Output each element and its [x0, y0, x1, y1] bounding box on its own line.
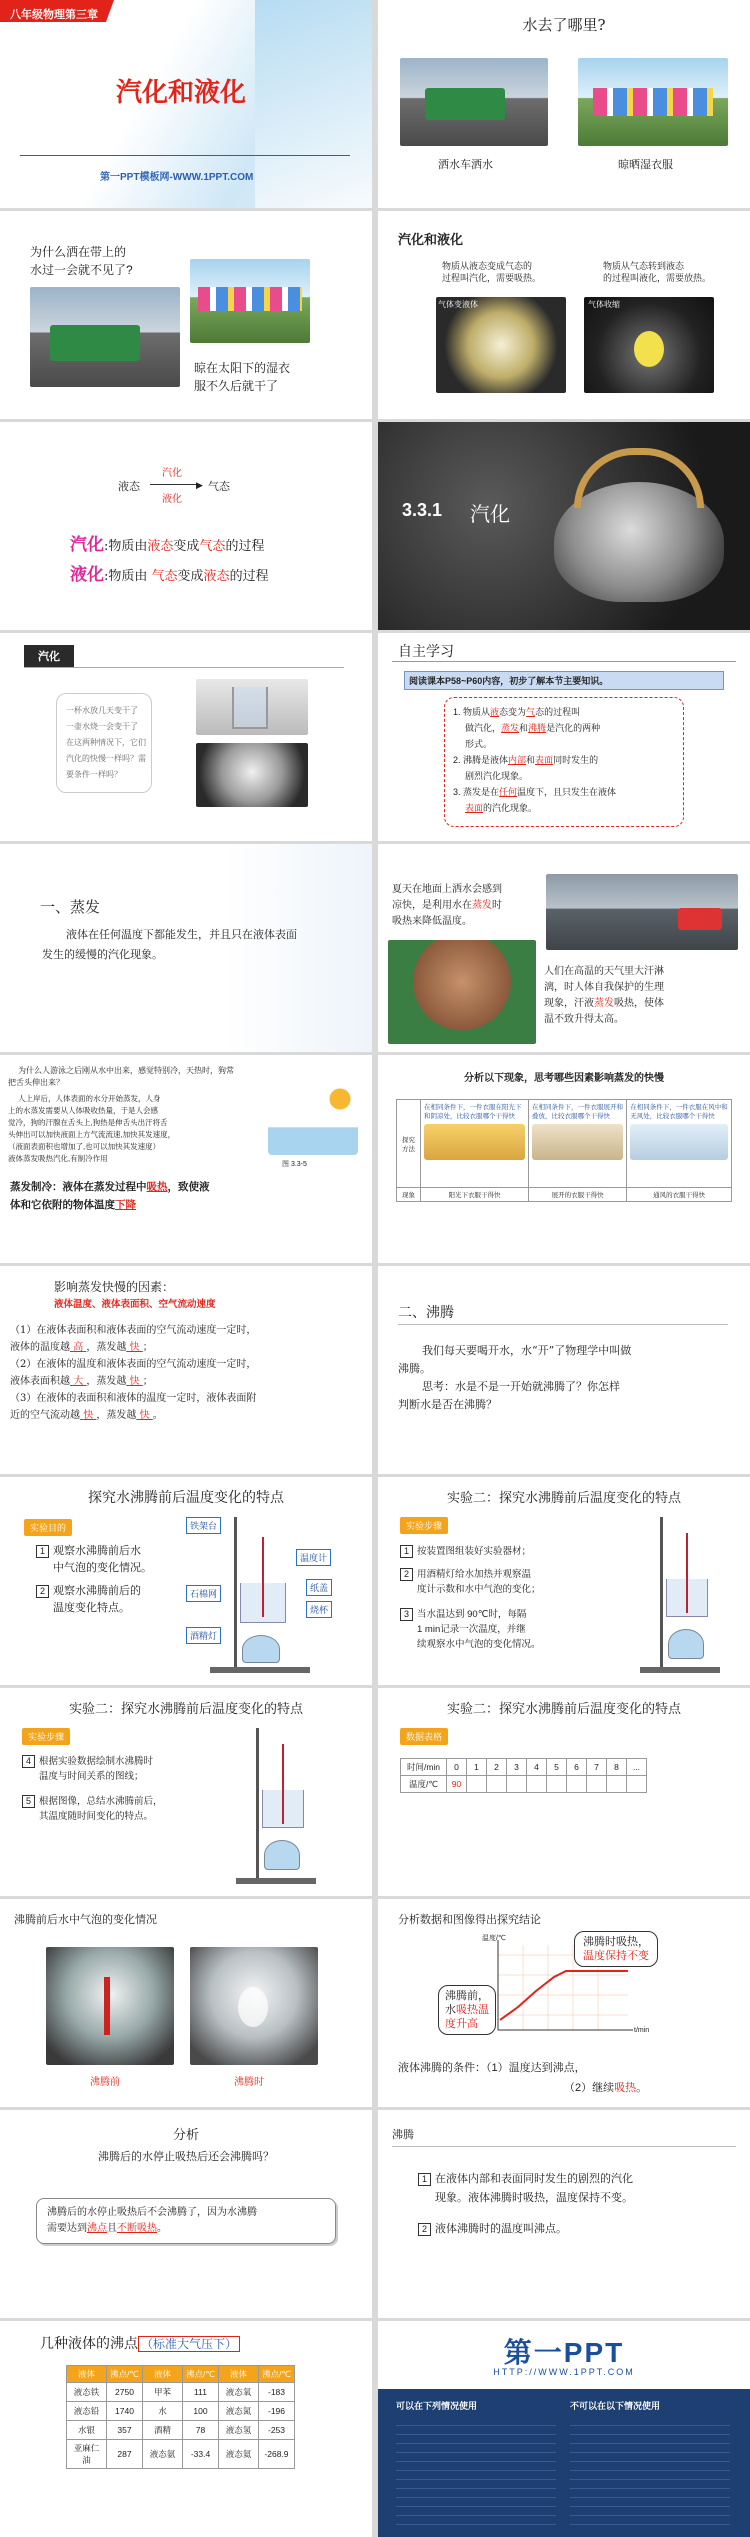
a-line-1: 晾在太阳下的湿衣: [194, 361, 291, 375]
time-cell: 7: [587, 1759, 607, 1776]
sw-l4: 温不致升得太高。: [544, 1014, 624, 1025]
time-cell: 8: [607, 1759, 627, 1776]
boiling-point-table: [66, 2365, 295, 2469]
boiling-glass-photo: [436, 297, 566, 393]
def-vaporize-1: 物质从液态变成气态的: [442, 261, 533, 271]
arrow-up-label: 汽化: [162, 468, 182, 479]
exp3-title: 实验二：探究水沸腾前后温度变化的特点: [68, 1702, 303, 1717]
callout-before: 沸腾前， 水吸热温 度升高: [438, 1985, 496, 2035]
before-caption: 沸腾前: [90, 2077, 120, 2088]
sun-icon: [424, 1124, 525, 1160]
slide-23-boiling-points[interactable]: [0, 2321, 372, 2537]
slide-4-title: 汽化和液化: [398, 233, 464, 248]
slide-18-data-table[interactable]: [378, 1688, 750, 1896]
ex-l2: 凉快，是利用水在蒸发时: [392, 900, 502, 911]
ex-l1: 夏天在地面上洒水会感到: [392, 884, 502, 895]
analysis-answer: 沸腾后的水停止吸热后不会沸腾了，因为水沸腾 需要达到沸点且不断吸热。: [36, 2198, 336, 2244]
bp-cell: -183: [259, 2383, 295, 2402]
bp-header-cell: 液体: [219, 2366, 259, 2383]
wind-icon: [630, 1124, 728, 1160]
cond-1: 液体沸腾的条件：（1）温度达到沸点，: [398, 2062, 586, 2074]
bp-cell: 水银: [67, 2421, 107, 2440]
slide-1-cover[interactable]: [0, 0, 372, 208]
table-row: [67, 2421, 295, 2440]
study-banner: 阅读课本P58~P60内容，初步了解本节主要知识。: [404, 671, 724, 690]
a-line-2: 服不久后就干了: [194, 379, 279, 393]
bp-cell: 液态氧: [219, 2383, 259, 2402]
q7-l2: 一壶水烧一会变干了: [66, 722, 138, 731]
exp-title: 探究水沸腾前后温度变化的特点: [88, 1490, 284, 1506]
bp-title: 几种液体的沸点 （标准大气压下）: [40, 2333, 240, 2353]
bp-cell: 100: [183, 2402, 219, 2421]
time-cell: 1: [467, 1759, 487, 1776]
q7-l5: 要条件一样吗？: [66, 770, 122, 779]
slide-8-title: 自主学习: [398, 644, 454, 660]
boil-heading: 二、沸腾: [398, 1304, 454, 1320]
slide-4-vaporization-liquefaction[interactable]: [378, 211, 750, 419]
temp-cell: [587, 1776, 607, 1793]
during-boiling-photo: [190, 1947, 318, 2065]
bp-header-cell: 沸点/℃: [107, 2366, 143, 2383]
swim-p2: 上的水蒸发需要从人体吸收热量，于是人会感: [8, 1106, 158, 1115]
boil-p3: 思考：水是不是一开始就沸腾了？你怎样: [422, 1380, 620, 1393]
bp-cell: 酒精: [143, 2421, 183, 2440]
cool-l1: 蒸发制冷：液体在蒸发过程中吸热，致使液: [10, 1181, 210, 1193]
swim-p3: 觉冷，狗的汗腺在舌头上,狗热是伸舌头出汗将舌: [8, 1118, 168, 1127]
slide-24-end[interactable]: [378, 2321, 750, 2537]
end-logo: 第一PPT: [503, 2337, 625, 2368]
conclusion-title: 分析数据和图像得出探究结论: [398, 1914, 541, 1926]
fig-label: 图 3.3-5: [282, 1161, 307, 1168]
cover-footer: 第一PPT模板网-WWW.1PPT.COM: [100, 172, 254, 183]
slide-17-experiment-steps-2[interactable]: [0, 1688, 372, 1896]
bp-cell: 液态铅: [67, 2402, 107, 2421]
exp2-steps-tag: 实验步骤: [400, 1517, 448, 1534]
slide-14-boiling[interactable]: [378, 1266, 750, 1474]
factor-1: （1）在液体表面积和液体表面的空气流动速度一定时， 液体的温度越 高 ，蒸发越 快 ； （2）在液体的温度和液体表面的空气流动速度一定时， 液体表面积越 大 ，蒸发越 快 ； （3）在液体的表面积和液体的温度一定时，液体表面附 近的空气流动越 快 ，蒸发越 快 。: [10, 1325, 257, 1421]
usage-left-text: [396, 2417, 556, 2527]
factors-title: 分析以下现象，思考哪些因素影响蒸发的快慢: [464, 1073, 664, 1084]
apparatus-diagram-3: [226, 1728, 336, 1888]
slide-10-evap-examples[interactable]: [378, 844, 750, 1052]
label-paper-lid: 纸盖: [306, 1579, 332, 1596]
sw-l1: 人们在高温的天气里大汗淋: [544, 966, 664, 977]
boiling-def-2: 2 液体沸腾时的温度叫沸点。: [418, 2220, 567, 2236]
slide-6-section[interactable]: [378, 422, 750, 630]
fold-icon: [532, 1124, 623, 1160]
axis-y-label: 温度/℃: [482, 1935, 506, 1942]
q-line-1: 为什么洒在带上的: [30, 245, 127, 259]
def-vaporization: 汽化:物质由液态变成气态的过程: [70, 535, 265, 555]
q-line-2: 水过一会就不见了?: [30, 263, 133, 277]
bp-header-cell: 沸点/℃: [183, 2366, 219, 2383]
def-liquefy-1: 物质从气态转到液态: [603, 261, 685, 271]
bp-cell: -196: [259, 2402, 295, 2421]
slide-11-swimming[interactable]: [0, 1055, 372, 1263]
sweating-man-photo: [388, 940, 536, 1044]
boil-p4: 判断水是否在沸腾？: [398, 1398, 497, 1411]
factors-heading: 影响蒸发快慢的因素：: [54, 1280, 175, 1294]
cond-2: （2）继续吸热。: [564, 2082, 648, 2094]
boil-p2: 沸腾。: [398, 1362, 431, 1375]
data-table-tag: 数据表格: [400, 1728, 448, 1745]
temp-cell: [527, 1776, 547, 1793]
swim-q2: 把舌头伸出来？: [8, 1078, 64, 1087]
exp-purpose-tag: 实验目的: [24, 1519, 72, 1536]
slide-20-conclusion[interactable]: [378, 1899, 750, 2107]
bp-cell: 1740: [107, 2402, 143, 2421]
slide-2-where-water[interactable]: [378, 0, 750, 208]
bp-cell: 甲苯: [143, 2383, 183, 2402]
bp-cell: 水: [143, 2402, 183, 2421]
exp2-title: 实验二：探究水沸腾前后温度变化的特点: [446, 1491, 681, 1506]
boiling-def-1: 1 在液体内部和表面同时发生的剧烈的汽化 现象。液体沸腾时吸热，温度保持不变。: [418, 2170, 633, 2208]
bubbles-title: 沸腾前后水中气泡的变化情况: [14, 1914, 157, 1926]
temp-cell: [607, 1776, 627, 1793]
laundry-photo: [578, 58, 728, 146]
factors-sub: 液体温度、液体表面积、空气流动速度: [54, 1299, 216, 1310]
step-3: 3 当水温达到 90℃时，每隔 1 min记录一次温度，并继 续观察水中气泡的变化情况。: [400, 1607, 541, 1652]
step-4: 4 根据实验数据绘制水沸腾时 温度与时间关系的图线；: [22, 1754, 153, 1784]
bp-cell: 液态氢: [219, 2421, 259, 2440]
bp-cell: 液态氨: [143, 2440, 183, 2469]
slide-21-analysis[interactable]: [0, 2110, 372, 2318]
sw-l3: 现象，汗液蒸发吸热，使体: [544, 998, 664, 1009]
temp-cell: 90: [447, 1776, 467, 1793]
purpose-1: 1 观察水沸腾前后水 中气泡的变化情况。: [36, 1543, 152, 1577]
slide-22-boiling-def[interactable]: [378, 2110, 750, 2318]
table-row: [67, 2383, 295, 2402]
label-alcohol-lamp: 酒精灯: [186, 1627, 221, 1644]
bp-cell: 2750: [107, 2383, 143, 2402]
temp-cell: [487, 1776, 507, 1793]
before-boiling-photo: [46, 1947, 174, 2065]
slide-15-experiment-purpose[interactable]: [0, 1477, 372, 1685]
bp-cell: 液态氦: [219, 2440, 259, 2469]
def-liquefaction: 液化:物质由 气态变成液态的过程: [70, 565, 269, 585]
q7-l3: 在这两种情况下，它们: [66, 738, 146, 747]
evap-heading: 一、蒸发: [40, 899, 101, 916]
sprinkler-photo: [400, 58, 548, 146]
bp-header-cell: 沸点/℃: [259, 2366, 295, 2383]
slide-12-factors-table[interactable]: [378, 1055, 750, 1263]
table-row: [67, 2440, 295, 2469]
temp-cell: [567, 1776, 587, 1793]
analysis-question: 沸腾后的水停止吸热后还会沸腾吗？: [98, 2151, 274, 2163]
cup-photo: [196, 679, 308, 735]
usage-left-heading: 可以在下列情况使用: [396, 2401, 478, 2411]
bp-cell: -33.4: [183, 2440, 219, 2469]
factors-table: 探究方法 在相同条件下，一件衣服在阳光下和阴凉处，比较衣服哪个干得快 在相同条件下，一件衣服展开和叠放，比较衣服哪个干得快 在相同条件下，一件衣服在风中和无风处，比较衣服哪个干得快 现象 阳光下衣服干得快 展开的衣服干得快 通风的衣服干得快: [396, 1099, 732, 1202]
swim-q1: 为什么人游泳之后刚从水中出来，感觉特别冷，天热时，狗常: [18, 1066, 234, 1075]
q7-l4: 汽化的快慢一样吗？需: [66, 754, 146, 763]
purpose-2: 2 观察水沸腾前后的 温度变化特点。: [36, 1583, 141, 1617]
bp-header-cell: 液体: [143, 2366, 183, 2383]
slide-5-definitions[interactable]: [0, 422, 372, 630]
laundry-caption: 晾晒湿衣服: [618, 159, 673, 171]
exp3-steps-tag: 实验步骤: [22, 1728, 70, 1745]
usage-right-heading: 不可以在以下情况使用: [570, 2401, 661, 2411]
photo-tag-2: 气体收缩: [588, 300, 620, 309]
time-cell: 0: [447, 1759, 467, 1776]
time-cell: 3: [507, 1759, 527, 1776]
label-beaker: 烧杯: [306, 1601, 332, 1618]
slide-19-bubbles[interactable]: [0, 1899, 372, 2107]
temperature-table: 时间/min 0 1 2 3 4 5 6 7 8 ... 温度/℃ 90: [400, 1758, 647, 1793]
kettle-photo: [196, 743, 308, 807]
chapter-label: 八年级物理第三章: [10, 9, 98, 21]
label-iron-stand: 铁架台: [186, 1517, 221, 1534]
slide-7-vaporization-question[interactable]: [0, 633, 372, 841]
temp-cell: [467, 1776, 487, 1793]
slide-9-evaporation[interactable]: [0, 844, 372, 1052]
arrow-icon: ▶: [196, 480, 203, 490]
temp-cell: [507, 1776, 527, 1793]
sw-l2: 漓，时人体自我保护的生理: [544, 982, 664, 993]
temp-cell: [547, 1776, 567, 1793]
swimmer-illustration: [268, 1085, 358, 1155]
bp-cell: -268.9: [259, 2440, 295, 2469]
slide-8-self-study[interactable]: [378, 633, 750, 841]
time-cell: ...: [627, 1759, 647, 1776]
cool-l2: 体和它依附的物体温度下降: [10, 1199, 136, 1211]
slide-16-experiment-steps[interactable]: [378, 1477, 750, 1685]
evap-def-1: 液体在任何温度下都能发生，并且只在液体表面: [66, 929, 297, 941]
swim-p1: 人上岸后，人体表面的水分开始蒸发，人身: [18, 1094, 161, 1103]
sprinkler-road-photo: [30, 287, 180, 387]
q7-l1: 一杯水放几天变干了: [66, 706, 138, 715]
axis-x-label: t/min: [634, 2027, 650, 2034]
time-cell: 5: [547, 1759, 567, 1776]
swim-p6: 液体蒸发吸热汽化,有制冷作用: [8, 1154, 108, 1163]
bp-cell: 357: [107, 2421, 143, 2440]
step-1: 1 按装置图组装好实验器材；: [400, 1543, 531, 1558]
bp-header-cell: 液体: [67, 2366, 107, 2383]
def-liquefy-2: 的过程叫液化，需要放热。: [603, 273, 712, 283]
usage-right-text: [570, 2417, 730, 2527]
step-5: 5 根据图像，总结水沸腾前后， 其温度随时间变化的特点。: [22, 1794, 163, 1824]
sprinkler-caption: 洒水车洒水: [438, 159, 493, 171]
ex-l3: 吸热来降低温度。: [392, 916, 472, 927]
label-thermometer: 温度计: [296, 1549, 331, 1566]
time-cell: 6: [567, 1759, 587, 1776]
bp-cell: 78: [183, 2421, 219, 2440]
bp-cell: -253: [259, 2421, 295, 2440]
time-cell: 2: [487, 1759, 507, 1776]
time-cell: 4: [527, 1759, 547, 1776]
slide-13-factors[interactable]: [0, 1266, 372, 1474]
photo-tag-1: 气体变液体: [438, 300, 478, 309]
evap-def-2: 发生的缓慢的汽化现象。: [42, 949, 163, 961]
section-number: 3.3.1: [402, 500, 443, 520]
slide-3-question[interactable]: [0, 211, 372, 419]
bp-cell: 111: [183, 2383, 219, 2402]
step-2: 2 用酒精灯给水加热并观察温 度计示数和水中气泡的变化；: [400, 1567, 541, 1597]
swim-p4: 头伸出可以加快液面上方气流流速,加快其发速度，: [8, 1130, 176, 1139]
end-url: HTTP://WWW.1PPT.COM: [493, 2367, 635, 2377]
state-liquid: 液态: [118, 481, 140, 493]
swim-p5: （液面表面积也增加了,也可以加快其发速度）: [8, 1142, 161, 1151]
laundry-sun-photo: [190, 259, 310, 343]
bp-cell: 287: [107, 2440, 143, 2469]
slide-2-title: 水去了哪里?: [522, 16, 606, 34]
label-asbestos-net: 石棉网: [186, 1585, 221, 1602]
def-vaporize-2: 过程叫汽化，需要吸热。: [442, 273, 542, 283]
bp-cell: 液态氮: [219, 2402, 259, 2421]
exp4-title: 实验二：探究水沸腾前后温度变化的特点: [446, 1702, 681, 1717]
boiling-def-title: 沸腾: [392, 2129, 414, 2141]
state-gas: 气态: [208, 481, 230, 493]
study-box: 1. 物质从液态变为气态的过程叫 做汽化，蒸发和沸腾是汽化的两种 形式。 2. 沸腾是液体内部和表面同时发生的 剧烈汽化现象。 3. 蒸发是在任何温度下，且只发生在液体 表面的汽化现象。: [444, 697, 684, 827]
arrow-down-label: 液化: [162, 494, 182, 505]
cover-title: 汽化和液化: [116, 78, 247, 108]
section-title: 汽化: [470, 502, 510, 526]
callout-boiling: 沸腾时吸热， 温度保持不变: [574, 1931, 658, 1967]
rain-road-photo: [546, 874, 738, 950]
badge: 汽化: [24, 645, 74, 667]
bp-cell: 液态铁: [67, 2383, 107, 2402]
analysis-title: 分析: [172, 2128, 199, 2143]
apparatus-diagram-2: [630, 1517, 740, 1677]
temp-cell: [627, 1776, 647, 1793]
balloon-photo: [584, 297, 714, 393]
during-caption: 沸腾时: [234, 2077, 264, 2088]
table-row: [67, 2402, 295, 2421]
bp-cell: 亚麻仁油: [67, 2440, 107, 2469]
boil-p1: 我们每天要喝开水，水“开”了物理学中叫做: [422, 1344, 632, 1357]
